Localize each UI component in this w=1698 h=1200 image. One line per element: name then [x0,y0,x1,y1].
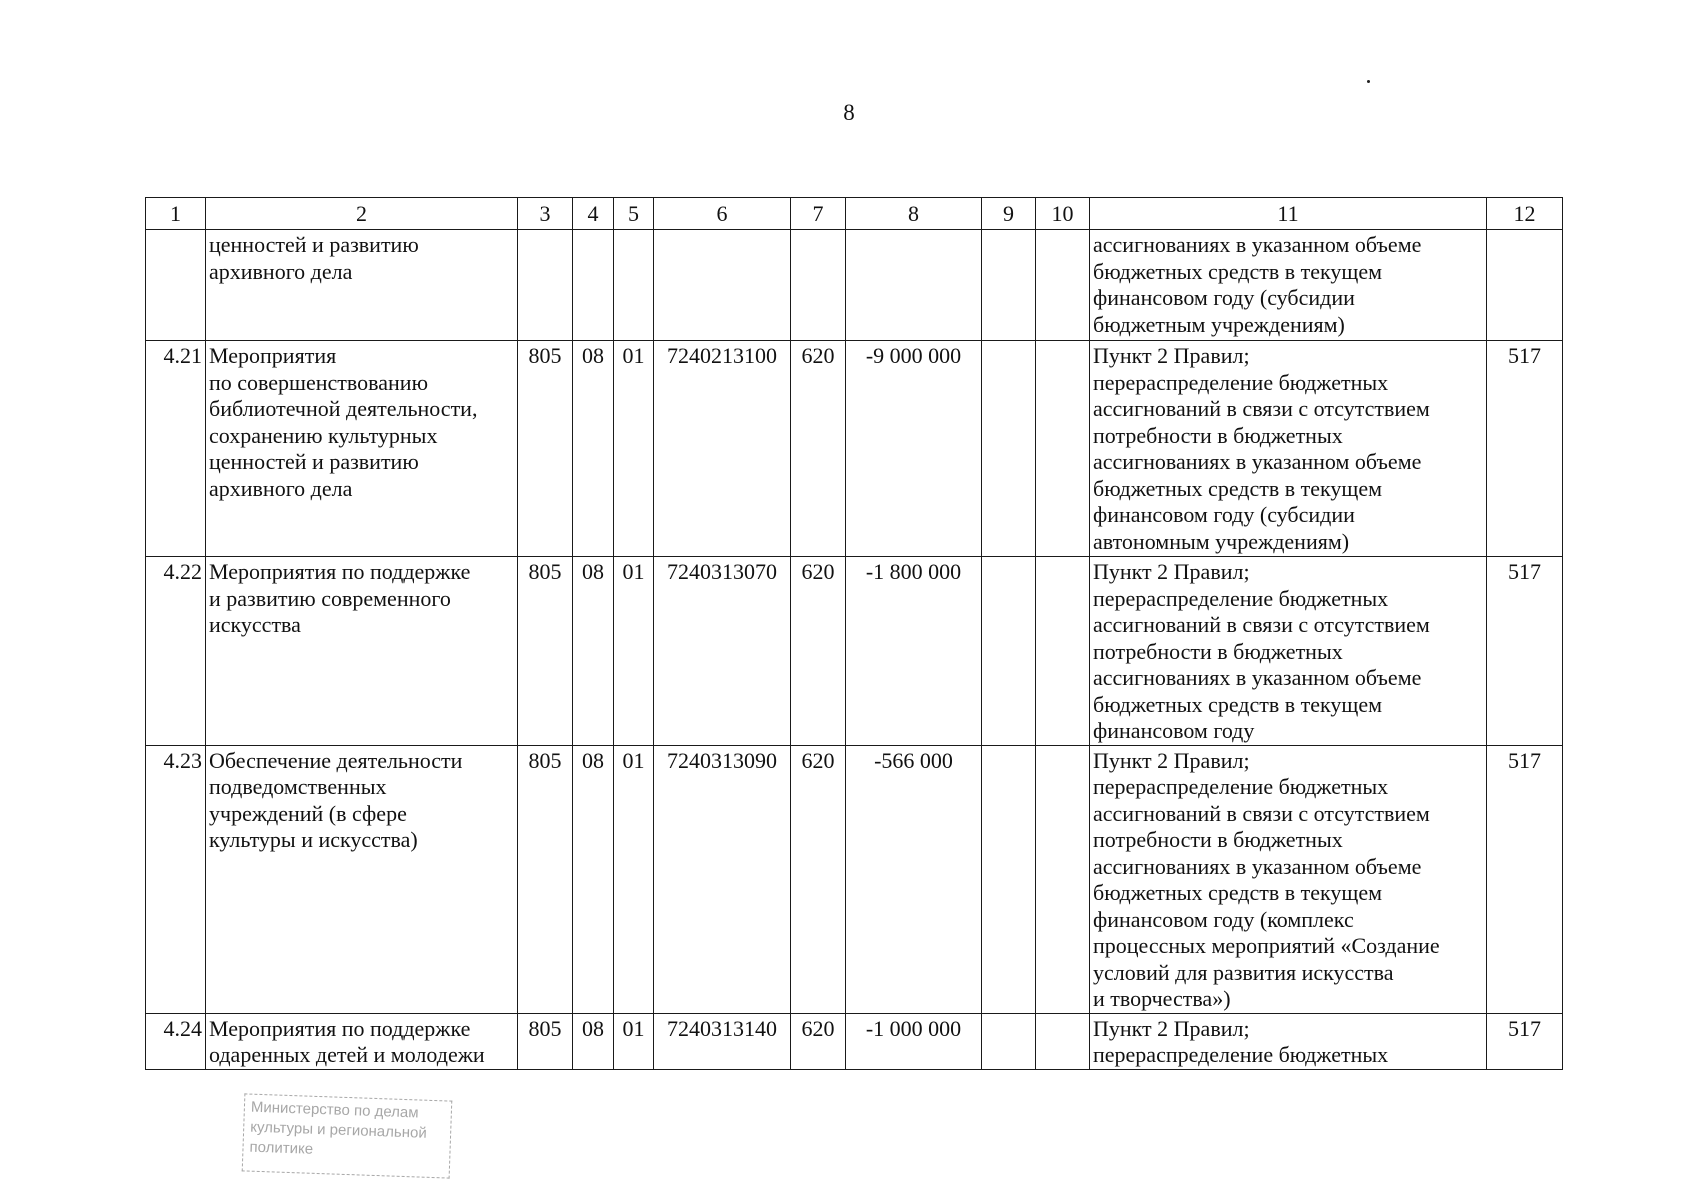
stamp-line: культуры и региональной [249,1118,428,1142]
column-10-cell [1036,341,1090,557]
column-9-cell [982,1013,1036,1069]
header-cell: 7 [791,198,846,230]
measure-name-cell: Мероприятия по поддержке одаренных детей и молодежи [206,1013,518,1069]
column-9-cell [982,557,1036,746]
target-item-code-cell [654,230,791,341]
subsection-code-cell: 01 [614,557,654,746]
amount-cell: -1 800 000 [846,557,982,746]
basis-cell: Пункт 2 Правил; перераспределение бюджетных ассигнований в связи с отсутствием потребности в бюджетных ассигнованиях в указанном объеме бюджетных средств в текущем финансовом году [1090,557,1487,746]
basis-code-cell: 517 [1487,1013,1563,1069]
amount-cell: -566 000 [846,745,982,1013]
basis-code-cell [1487,230,1563,341]
section-code-cell: 08 [573,745,614,1013]
target-item-code-cell: 7240313090 [654,745,791,1013]
column-10-cell [1036,1013,1090,1069]
expense-type-cell: 620 [791,745,846,1013]
budget-table [145,197,1563,1070]
measure-name-cell: Мероприятия по совершенствованию библиотечной деятельности, сохранению культурных ценностей и развитию архивного дела [206,341,518,557]
measure-name-cell: Мероприятия по поддержке и развитию современного искусства [206,557,518,746]
header-cell: 3 [518,198,573,230]
header-row [146,198,1563,230]
expense-type-cell: 620 [791,341,846,557]
header-cell: 10 [1036,198,1090,230]
table-row [146,745,1563,1013]
column-10-cell [1036,745,1090,1013]
subsection-code-cell: 01 [614,341,654,557]
section-code-cell: 08 [573,341,614,557]
column-9-cell [982,341,1036,557]
page-number: 8 [843,100,855,125]
section-code-cell [573,230,614,341]
column-9-cell [982,230,1036,341]
scan-speck [1367,80,1370,83]
table-row [146,230,1563,341]
ministry-code-cell: 805 [518,557,573,746]
column-10-cell [1036,230,1090,341]
expense-type-cell: 620 [791,557,846,746]
target-item-code-cell: 7240213100 [654,341,791,557]
ministry-code-cell [518,230,573,341]
header-cell: 8 [846,198,982,230]
basis-code-cell: 517 [1487,557,1563,746]
basis-code-cell: 517 [1487,745,1563,1013]
row-number-cell: 4.24 [146,1013,206,1069]
header-cell: 11 [1090,198,1487,230]
column-9-cell [982,745,1036,1013]
target-item-code-cell: 7240313140 [654,1013,791,1069]
header-cell: 2 [206,198,518,230]
row-number-cell: 4.22 [146,557,206,746]
stamp-line: политике [249,1138,314,1158]
row-number-cell: 4.21 [146,341,206,557]
ministry-code-cell: 805 [518,745,573,1013]
basis-code-cell: 517 [1487,341,1563,557]
header-cell: 6 [654,198,791,230]
basis-cell: Пункт 2 Правил; перераспределение бюджетных ассигнований в связи с отсутствием потребности в бюджетных ассигнованиях в указанном объеме бюджетных средств в текущем финансовом году (комплекс процессных мероприятий «Создание условий для развития искусства и творчества») [1090,745,1487,1013]
subsection-code-cell: 01 [614,1013,654,1069]
target-item-code-cell: 7240313070 [654,557,791,746]
table-row [146,341,1563,557]
table-row [146,1013,1563,1069]
expense-type-cell [791,230,846,341]
amount-cell: -1 000 000 [846,1013,982,1069]
header-cell: 4 [573,198,614,230]
subsection-code-cell [614,230,654,341]
table-body [146,198,1563,1070]
basis-cell: Пункт 2 Правил; перераспределение бюджетных [1090,1013,1487,1069]
ministry-code-cell: 805 [518,1013,573,1069]
subsection-code-cell: 01 [614,745,654,1013]
row-number-cell [146,230,206,341]
basis-cell: Пункт 2 Правил; перераспределение бюджетных ассигнований в связи с отсутствием потребности в бюджетных ассигнованиях в указанном объеме бюджетных средств в текущем финансовом году (субсидии автономным учреждениям) [1090,341,1487,557]
header-cell: 9 [982,198,1036,230]
ministry-stamp [242,1093,453,1178]
section-code-cell: 08 [573,557,614,746]
amount-cell [846,230,982,341]
measure-name-cell: Обеспечение деятельности подведомственных учреждений (в сфере культуры и искусства) [206,745,518,1013]
header-cell: 12 [1487,198,1563,230]
section-code-cell: 08 [573,1013,614,1069]
header-cell: 1 [146,198,206,230]
row-number-cell: 4.23 [146,745,206,1013]
amount-cell: -9 000 000 [846,341,982,557]
expense-type-cell: 620 [791,1013,846,1069]
stamp-line: Министерство по делам [250,1098,419,1122]
table-row [146,557,1563,746]
header-cell: 5 [614,198,654,230]
measure-name-cell: ценностей и развитию архивного дела [206,230,518,341]
ministry-code-cell: 805 [518,341,573,557]
column-10-cell [1036,557,1090,746]
basis-cell: ассигнованиях в указанном объеме бюджетных средств в текущем финансовом году (субсидии бюджетным учреждениям) [1090,230,1487,341]
